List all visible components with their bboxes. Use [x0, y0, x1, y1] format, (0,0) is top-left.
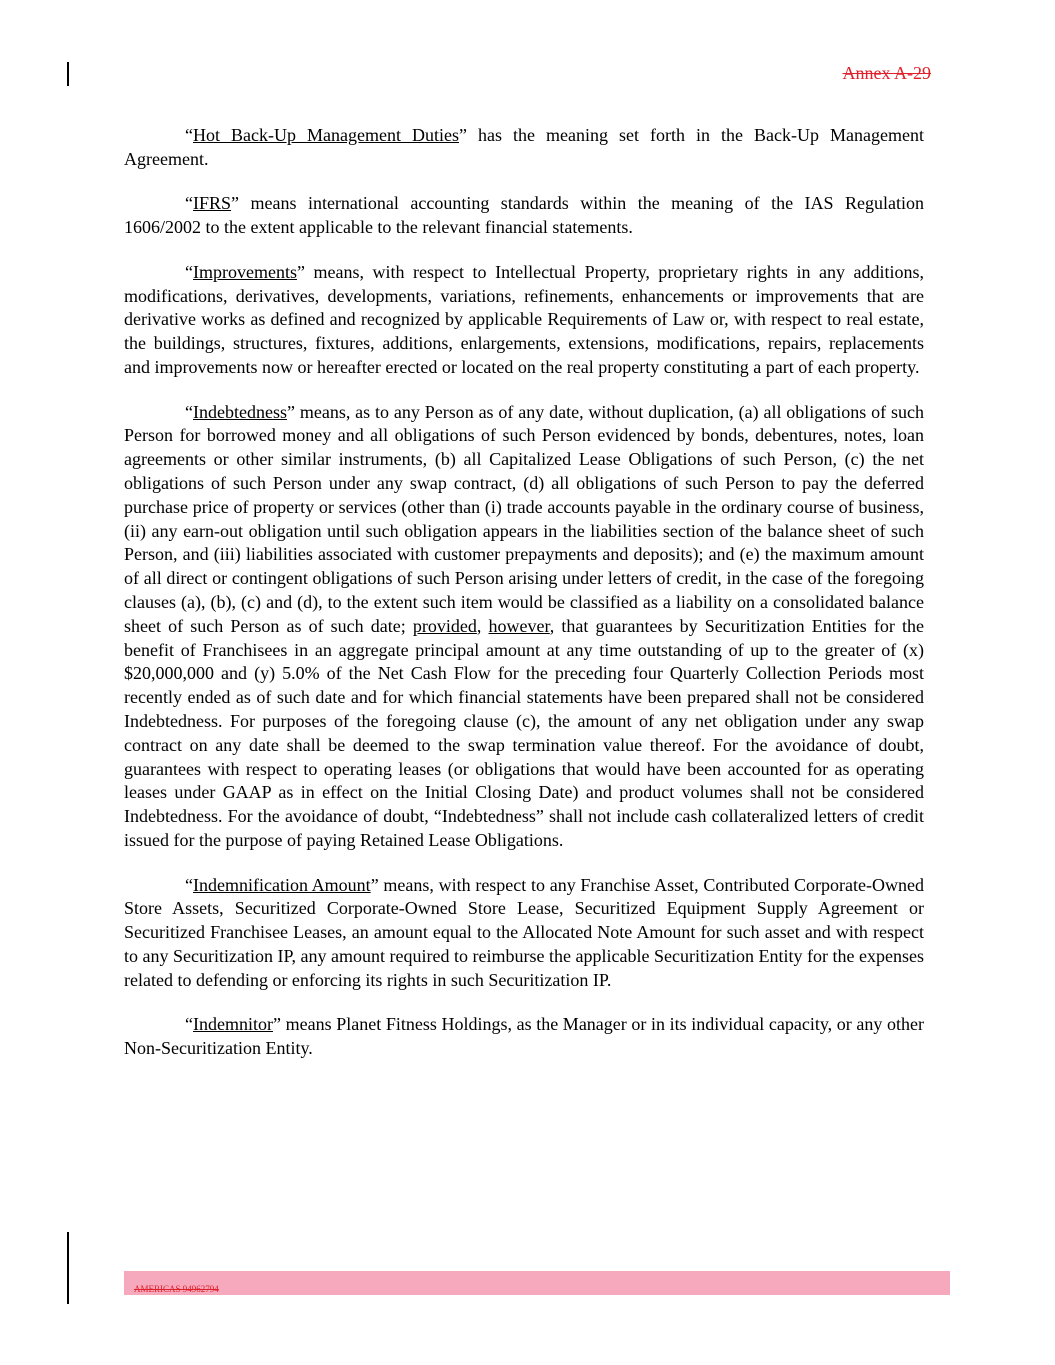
definition-text: has the meaning set forth in the Back-Up Management Agreement. — [124, 125, 924, 169]
definition-text: means international accounting standards within the meaning of the IAS Regulation 1606/2002 to the extent applicable to the relevant financial statements. — [124, 193, 924, 238]
definitions-body — [124, 124, 924, 1082]
definition-text: means Planet Fitness Holdings, as the Manager or in its individual capacity, or any other Non-Securitization Entity. — [124, 1014, 924, 1059]
change-bar-bottom — [67, 1232, 69, 1304]
proviso-however: however — [488, 615, 550, 636]
defined-term: Indebtedness — [193, 401, 287, 422]
proviso-provided: provided — [412, 615, 477, 636]
defined-term: Indemnification Amount — [193, 874, 371, 895]
definition-improvements: “Improvements” means, with respect to Intellectual Property, proprietary rights in any additions, modifications, derivatives, developments, variations, refinements, enhancements or improvements that are derivative works as defined and recognized by applicable Requirements of Law or, with respect to real estate, the buildings, structures, fixtures, additions, enlargements, extensions, modifications, repairs, replacements and improvements now or hereafter erected or located on the real property constituting a part of each property. — [124, 261, 924, 377]
definition-text-continued: , that guarantees by Securitization Entities for the benefit of Franchisees in an aggregate principal amount at any time outstanding of up to the greater of (x) $20,000,000 and (y) 5.0% of the Net Cash Flow for the preceding four Quarterly Collection Periods most recently ended as of such date and for which financial statements have been prepared shall not be considered Indebtedness. For purposes of the foregoing clause (c), the amount of any net obligation under any swap contract on any date shall be deemed to the swap termination value thereof. For the avoidance of doubt, guarantees with respect to operating leases (or obligations that would have been accounted for as operating leases under GAAP as in effect on the Initial Closing Date) and product volumes shall not be considered Indebtedness. For the avoidance of doubt, “Indebtedness” shall not include cash collateralized letters of credit issued for the purpose of paying Retained Lease Obligations. — [124, 615, 925, 850]
footer-highlight-bar — [124, 1271, 950, 1295]
definition-ifrs: “IFRS” means international accounting standards within the meaning of the IAS Regulation 1606/2002 to the extent applicable to the relevant financial statements. — [124, 193, 924, 238]
defined-term: IFRS — [193, 193, 232, 214]
change-bar-top — [67, 62, 69, 86]
annex-page-label: Annex A-29 — [842, 63, 931, 83]
defined-term: Hot Back-Up Management Duties — [193, 125, 459, 145]
definition-indemnification-amount: “Indemnification Amount” means, with respect to any Franchise Asset, Contributed Corporate-Owned Store Assets, Securitized Corporate-Owned Store Lease, Securitized Equipment Supply Agreement or Securitized Franchisee Leases, an amount equal to the Allocated Note Amount for such asset and with respect to any Securitization IP, any amount required to reimburse the applicable Securitization Entity for the expenses related to defending or enforcing its rights in such Securitization IP. — [124, 874, 925, 990]
definition-hot-back-up-management-duties: “Hot Back-Up Management Duties” has the meaning set forth in the Back-Up Management Agreement. — [124, 125, 924, 169]
definition-text: means, with respect to any Franchise Asset, Contributed Corporate-Owned Store Assets, Securitized Corporate-Owned Store Lease, Securitized Equipment Supply Agreement or Securitized Franchisee Leases, an amount equal to the Allocated Note Amount for such asset and with respect to any Securitization IP, any amount required to reimburse the applicable Securitization Entity for the expenses related to defending or enforcing its rights in such Securitization IP. — [124, 874, 925, 990]
definition-indebtedness: “Indebtedness” means, as to any Person as of any date, without duplication, (a) all obligations of such Person for borrowed money and all obligations of such Person evidenced by bonds, debentures, notes, loan agreements or other similar instruments, (b) all Capitalized Lease Obligations of such Person, (c) the net obligations of such Person under any swap contract, (d) all obligations of such Person to pay the deferred purchase price of property or services (other than (i) trade accounts payable in the ordinary course of business, (ii) any earn-out obligation until such obligation appears in the liabilities section of the balance sheet of such Person, and (iii) liabilities associated with customer prepayments and deposits); and (e) the maximum amount of all direct or contingent obligations of such Person arising under letters of credit, in the case of the foregoing clauses (a), (b), (c) and (d), to the extent such item would be classified as a liability on a consolidated balance sheet of such Person as of such date; provided, however, that guarantees by Securitization Entities for the benefit of Franchisees in an aggregate principal amount at any time outstanding of up to the greater of (x) $20,000,000 and (y) 5.0% of the Net Cash Flow for the preceding four Quarterly Collection Periods most recently ended as of such date and for which financial statements have been prepared shall not be considered Indebtedness. For purposes of the foregoing clause (c), the amount of any net obligation under any swap contract on any date shall be deemed to the swap termination value thereof. For the avoidance of doubt, guarantees with respect to operating leases (or obligations that would have been accounted for as operating leases under GAAP as in effect on the Initial Closing Date) and product volumes shall not be considered Indebtedness. For the avoidance of doubt, “Indebtedness” shall not include cash collateralized letters of credit issued for the purpose of paying Retained Lease Obligations. — [124, 401, 925, 850]
defined-term: Improvements — [193, 261, 297, 282]
definition-indemnitor: “Indemnitor” means Planet Fitness Holdings, as the Manager or in its individual capacity, or any other Non-Securitization Entity. — [124, 1014, 924, 1059]
footer-document-id: AMERICAS 94962794 — [134, 1284, 219, 1294]
defined-term: Indemnitor — [193, 1014, 273, 1035]
definition-text: means, with respect to Intellectual Property, proprietary rights in any additions, modifications, derivatives, developments, variations, refinements, enhancements or improvements that are derivative works as defined and recognized by applicable Requirements of Law or, with respect to real estate, the buildings, structures, fixtures, additions, enlargements, extensions, modifications, repairs, replacements and improvements now or hereafter erected or located on the real property constituting a part of each property. — [124, 261, 924, 377]
definition-text: means, as to any Person as of any date, without duplication, (a) all obligations of such Person for borrowed money and all obligations of such Person evidenced by bonds, debentures, notes, loan agreements or other similar instruments, (b) all Capitalized Lease Obligations of such Person, (c) the net obligations of such Person under any swap contract, (d) all obligations of such Person to pay the deferred purchase price of property or services (other than (i) trade accounts payable in the ordinary course of business, (ii) any earn-out obligation until such obligation appears in the liabilities section of the balance sheet of such Person, and (iii) liabilities associated with customer prepayments and deposits); and (e) the maximum amount of all direct or contingent obligations of such Person arising under letters of credit, in the case of the foregoing clauses (a), (b), (c) and (d), to the extent such item would be classified as a liability on a consolidated balance sheet of such Person as of such date; — [124, 401, 924, 636]
